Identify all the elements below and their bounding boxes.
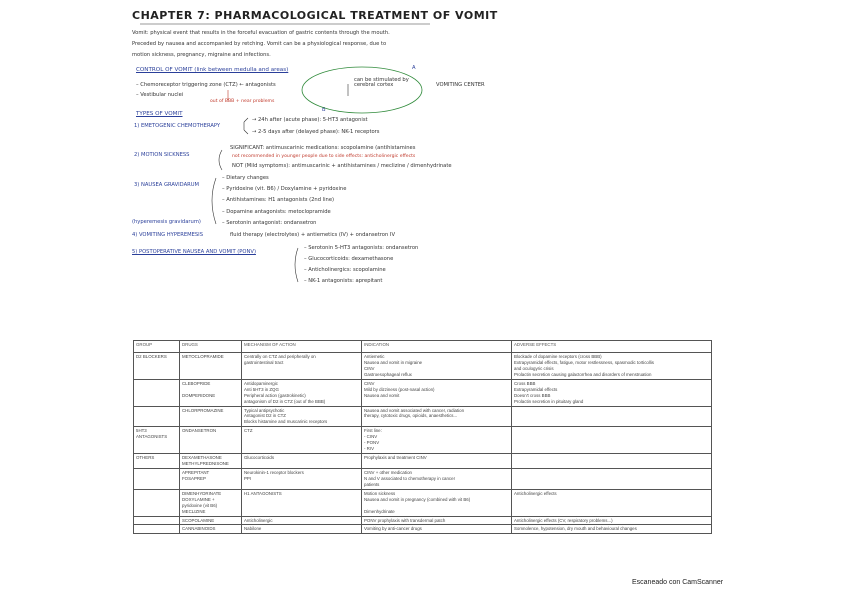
type-1a: → 24h after (acute phase): 5-HT3 antagonist: [252, 117, 368, 123]
type-4a: fluid therapy (electrolytes) + antiemetics (IV) + ondansetron IV: [230, 232, 395, 238]
cell-line: Prolactin secretion in pituitary gland: [514, 398, 584, 404]
table-body: [134, 353, 712, 534]
scanner-watermark: Escaneado con CamScanner: [632, 579, 724, 586]
cell-indication: [362, 353, 512, 380]
cell-drugs: [180, 379, 242, 406]
cell-line: and oculogyric crisis: [514, 365, 554, 371]
cell-line: PPI: [244, 475, 252, 481]
cell-line: pyridoxine (vit B6): [182, 502, 218, 508]
cell-mechanism: [242, 468, 362, 489]
cell-line: [514, 408, 709, 414]
circle-a-label: A: [412, 65, 416, 71]
cell-line: - RIV: [364, 446, 375, 452]
header-indication: INDICATION: [362, 341, 512, 353]
cell-mechanism: [242, 454, 362, 469]
cell-mechanism: [242, 406, 362, 427]
type-2-red-note: not recommended in younger people due to side effects: anticholinergic effects: [232, 154, 416, 159]
cell-adverse: [512, 525, 712, 534]
cell-indication: [362, 516, 512, 525]
cell-line: First line:: [364, 428, 382, 434]
cell-line: Motion sickness: [364, 490, 396, 496]
cell-adverse: [512, 406, 712, 427]
type-5a: – Serotonin 5-HT3 antagonists: ondansetron: [304, 245, 419, 251]
header-group: GROUP: [134, 341, 180, 353]
table-row: [134, 468, 712, 489]
cell-drugs: [180, 489, 242, 516]
type-4: 4) VOMITING HYPEREMESIS: [132, 232, 203, 238]
definition-line-2: Preceded by nausea and accompanied by retching. Vomit can be a physiological response, due to: [132, 41, 387, 47]
cell-line: ONDANSETRON: [182, 428, 217, 434]
type-2b: NOT (Mild symptoms): antimuscarinic + antihistamines / meclizine / dimenhydrinate: [232, 163, 452, 169]
cell-indication: [362, 525, 512, 534]
control-heading: CONTROL OF VOMIT (link between medulla and areas): [136, 67, 289, 73]
cell-line: CTZ: [244, 428, 253, 434]
type-3b: – Pyridoxine (vit. B6) / Doxylamine + pyridoxine: [222, 186, 347, 192]
cell-line: therapy, cytotoxic drugs, opioids, anaesthetics...: [364, 413, 458, 419]
cell-line: - CINV: [364, 434, 378, 440]
cell-group: [134, 468, 180, 489]
cell-line: Doesn't cross BBB: [514, 392, 551, 398]
header-mechanism: MECHANISM OF ACTION: [242, 341, 362, 353]
cell-line: Mild by dizziness (post-nasal action): [364, 386, 435, 392]
cell-line: Cross BBB: [514, 380, 536, 386]
vomiting-center-label: VOMITING CENTER: [436, 82, 485, 88]
cell-line: Antagonist D2 in CTZ: [244, 413, 286, 419]
table-row: [134, 525, 712, 534]
cell-mechanism: [242, 427, 362, 454]
type-3d: – Dopamine antagonists: metoclopramide: [222, 209, 331, 215]
cell-line: SCOPOLAMINE: [182, 517, 215, 523]
cell-line: N and V associated to chemotherapy in cancer: [364, 475, 456, 481]
cell-line: Anti 5HT3 in ZQG: [244, 386, 279, 392]
circle-b-label: B: [322, 107, 326, 113]
cell-line: METOCLOPRAMIDE: [182, 354, 224, 359]
cell-line: Extrapyramidal effects, fatigue, motor restlessness, spasmodic torticollis: [514, 359, 654, 365]
cell-line: CINV: [364, 380, 375, 386]
cell-drugs: [180, 525, 242, 534]
header-adverse: ADVERSE EFFECTS: [512, 341, 712, 353]
table-header-row: [134, 341, 712, 353]
type-3c: – Antihistamines: H1 antagonists (2nd line): [222, 197, 335, 203]
control-item-ctz: – Chemoreceptor triggering zone (CTZ) ← antagonists: [136, 82, 276, 88]
cell-line: Nabilone: [244, 526, 262, 532]
cell-line: Nausea and vomit in pregnancy (combined with vit B6): [364, 496, 471, 502]
cell-adverse: [512, 379, 712, 406]
cell-line: Antidopaminergic: [244, 380, 278, 386]
header-drugs: DRUGS: [180, 341, 242, 353]
type-2: 2) MOTION SICKNESS: [134, 152, 190, 158]
cell-indication: [362, 454, 512, 469]
cell-line: DIMENHYDRINATE: [182, 490, 222, 496]
cell-adverse: [512, 489, 712, 516]
cell-line: DEXAMETHASONE: [182, 455, 222, 461]
cell-line: APREPITANT: [182, 469, 210, 475]
cell-line: METHYLPREDNISONE: [182, 461, 229, 466]
cell-line: Typical antipsychotic: [244, 407, 285, 413]
cell-line: Nausea and vomit: [364, 392, 400, 398]
type-1: 1) EMETOGENIC CHEMOTHERAPY: [134, 123, 221, 129]
cell-adverse: [512, 468, 712, 489]
table-row: [134, 454, 712, 469]
cell-mechanism: [242, 516, 362, 525]
cell-mechanism: [242, 353, 362, 380]
cell-line: [514, 428, 709, 434]
table-row: [134, 379, 712, 406]
cell-mechanism: [242, 379, 362, 406]
cell-line: MECLIZINE: [182, 508, 206, 514]
cell-line: DOXYLAMINE +: [182, 496, 215, 502]
cell-line: Dimenhydrinate: [364, 508, 395, 514]
type-1b: → 2-5 days after (delayed phase): NK-1 receptors: [252, 129, 380, 135]
type-5: 5) POSTOPERATIVE NAUSEA AND VOMIT (PONV): [132, 249, 256, 255]
cell-line: gastrointestinal tract: [244, 359, 284, 365]
type-5c: – Anticholinergics: scopolamine: [304, 267, 386, 273]
table-row: [134, 427, 712, 454]
cell-group: [134, 379, 180, 406]
cell-line: Neurokinin-1 receptor blockers: [244, 469, 304, 475]
cell-line: [514, 455, 709, 461]
cell-line: Antiemetic: [364, 354, 385, 359]
cell-line: - PONV: [364, 440, 380, 446]
cell-adverse: [512, 353, 712, 380]
cell-line: Gastroesophageal reflux: [364, 371, 412, 377]
drug-table: [133, 340, 712, 534]
cell-line: Peripheral action (gastrokinetic): [244, 392, 306, 398]
cell-line: [514, 470, 709, 476]
type-3a: – Dietary changes: [222, 175, 269, 181]
cell-drugs: [180, 454, 242, 469]
table-row: [134, 406, 712, 427]
cell-drugs: [180, 427, 242, 454]
types-heading: TYPES OF VOMIT: [136, 111, 183, 117]
cell-line: Nausea and vomit associated with cancer, radiation: [364, 407, 465, 413]
cell-line: Anticholinergic effects: [514, 490, 557, 496]
cell-line: Prolactin secretion causing galactorrhea and disorders of menstruation: [514, 371, 652, 377]
cell-indication: [362, 379, 512, 406]
table-row: [134, 516, 712, 525]
table-row: [134, 489, 712, 516]
cell-group: [134, 525, 180, 534]
cell-indication: [362, 406, 512, 427]
definition-line-1: Vomit: physical event that results in the forceful evacuation of gastric contents through the mouth.: [132, 30, 390, 36]
cell-drugs: [180, 516, 242, 525]
cell-line: Extrapyramidal effects: [514, 386, 558, 392]
cell-group: [134, 516, 180, 525]
cell-group: D2 BLOCKERS: [134, 353, 180, 380]
cell-line: Somnolence, hypotension, dry mouth and behavioural changes: [514, 526, 637, 532]
cell-group: [134, 406, 180, 427]
cell-indication: [362, 427, 512, 454]
cell-line: Blockade of dopamine receptors (cross BBB): [514, 354, 602, 359]
type-5d: – NK-1 antagonists: aprepitant: [304, 278, 383, 284]
control-red-note: out of BBB + near problems: [210, 99, 275, 104]
cell-line: patients: [364, 481, 380, 487]
cell-indication: [362, 468, 512, 489]
cell-line: PONV prophylaxis with transdermal patch: [364, 517, 446, 523]
cell-mechanism: [242, 525, 362, 534]
type-3-side: (hyperemesis gravidarum): [132, 219, 201, 225]
cell-line: Vomiting by anti-cancer drugs: [364, 526, 422, 532]
cell-line: DOMPERIDONE: [182, 392, 216, 398]
cell-line: CHLORPROMAZINE: [182, 407, 224, 413]
cell-drugs: [180, 353, 242, 380]
cell-line: Glucocorticoids: [244, 455, 275, 461]
cell-line: Anticholinergic effects (CV, respiratory problems...): [514, 517, 613, 523]
notes-title: CHAPTER 7: PHARMACOLOGICAL TREATMENT OF VOMIT: [132, 9, 498, 22]
cell-line: Nausea and vomit in migraine: [364, 359, 423, 365]
cell-line: Anticholinergic: [244, 517, 273, 523]
cell-drugs: [180, 468, 242, 489]
cell-line: FOSAPREP: [182, 475, 206, 481]
cell-adverse: [512, 454, 712, 469]
table-row: [134, 353, 712, 380]
type-2a: SIGNIFICANT: antimuscarinic medications: scopolamine (antihistamines: [230, 145, 416, 151]
control-center-note: can be stimulated by cerebral cortex: [354, 77, 409, 89]
cell-mechanism: [242, 489, 362, 516]
cell-group: [134, 489, 180, 516]
cell-line: CANNABINOIDS: [182, 526, 216, 532]
type-5b: – Glucocorticoids: dexamethasone: [304, 256, 394, 262]
cell-line: CINV: [364, 365, 375, 371]
type-3: 3) NAUSEA GRAVIDARUM: [134, 182, 200, 188]
cell-adverse: [512, 516, 712, 525]
definition-line-3: motion sickness, pregnancy, migraine and infections.: [132, 52, 271, 58]
cell-line: H1 ANTAGONISTS: [244, 490, 282, 496]
cell-line: CLEBOPRIDE: [182, 380, 211, 386]
cell-line: Prophylaxis and treatment CINV: [364, 455, 427, 461]
cell-line: Centrally on CTZ and peripherally on: [244, 354, 316, 359]
cell-indication: [362, 489, 512, 516]
cell-line: Blocks histamine and muscarinic receptors: [244, 419, 328, 425]
cell-adverse: [512, 427, 712, 454]
type-3e: – Serotonin antagonist: ondansetron: [222, 220, 317, 226]
cell-group: OTHERS: [134, 454, 180, 469]
cell-drugs: [180, 406, 242, 427]
cell-line: CINV + other medication: [364, 469, 412, 475]
cell-line: antagonism of D2 in CTZ (out of the BBB): [244, 398, 326, 404]
cell-group: 5HT3 ANTAGONISTS: [134, 427, 180, 454]
control-item-vestibular: – Vestibular nuclei: [136, 92, 184, 98]
